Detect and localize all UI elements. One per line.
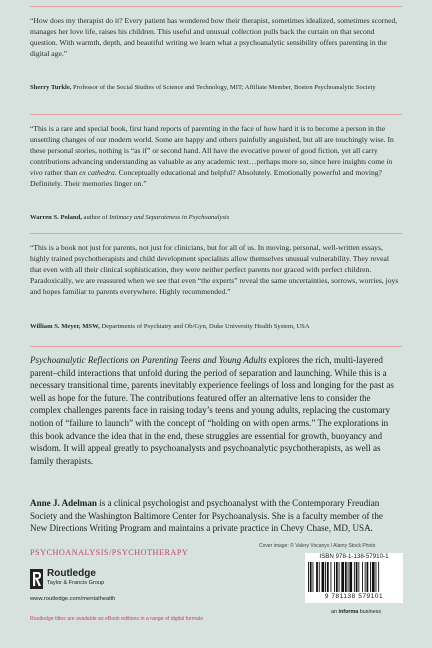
barcode-digits: 9 781138 579101 [324,593,384,600]
isbn-label: ISBN 978-1-138-57910-1 [319,553,389,560]
publisher-logo [30,569,220,609]
barcode-stripe [339,562,340,592]
barcode-stripe [362,562,363,592]
informa-brand: informa [338,609,359,615]
book-title: Psychoanalytic Reflections on Parenting Teens and Young Adults [30,355,267,365]
reviewer-name-1: Sherry Turkle, [30,84,72,91]
ebook-note: Routledge titles are available as eBook editions in a range of digital formats [30,616,204,622]
reviewer-name-2: Warren S. Poland, [30,214,82,221]
barcode-stripe [378,562,379,592]
reviewer-affiliation-3: Departments of Psychiatry and Ob/Gyn, Duke University Health System, USA [99,323,310,330]
barcode-stripe [310,562,312,592]
publisher-url: www.routledge.com/mentalhealth [30,596,116,602]
review-attribution-1 [30,83,402,92]
barcode-stripe [345,562,347,592]
divider-1 [30,114,402,115]
author-bio-text: is a clinical psychologist and psychoanalyst with the Contemporary Freudian Society and the Washington Baltimore Center for Psychoanalysis. She is a faculty member of the New Directions Writing Program and maintains a private practice in Chevy Chase, MD, USA. [30,498,383,534]
barcode-stripe [365,562,366,592]
barcode-stripe [331,562,332,592]
cover-image-credit: Cover image: © Valery Vocanyv / Alamy Stock Photo [259,543,376,549]
review-quote-2 [30,124,402,189]
barcode-stripe [327,562,329,592]
barcode-stripe [349,562,352,592]
barcode-stripe [348,562,349,592]
barcode-stripe [316,562,318,592]
barcode-stripe [322,562,325,592]
review-quote-2-italic-b: ex cathedra [79,167,115,177]
barcode-stripe [325,562,326,592]
reviewer-name-3: William S. Meyer, MSW, [30,323,100,330]
barcode-stripe [341,562,344,592]
review-quote-2-part-b: rather than [42,167,80,177]
top-divider [30,6,402,7]
barcode-stripe [372,562,375,592]
review-quote-3: “This is a book not just for parents, not just for clinicians, but for all of us. In moving, personal, well-written essays, highly trained psychotherapists and child development specialists allow themselves unusual vulnerability. They reveal that even with all their clinical sophistication, they were neither perfect parents nor graced with perfect children. Paradoxically, we are reassured when we see that even “the experts” reveal the same uncertainties, sorrows, worries, joys and hopes familiar to parents everywhere. Highly recommended.” [30,243,399,296]
barcode-stripe [336,562,338,592]
author-bio [30,497,402,535]
informa-suffix: business [358,609,382,615]
barcode-stripe [308,562,309,592]
review-quote-2-italic-a: in vivo [30,156,393,177]
review-quote-1: “How does my therapist do it? Every patient has wondered how their therapist, sometimes idealized, sometimes scorned, manages her love life, raises his children. This useful and unusual collection pulls back the curtain on that second question. With warmth, depth, and beautiful writing we learn what a psychoanalytic sensibility offers parenting in the digital age.” [30,16,398,58]
review-attribution-2 [30,213,402,222]
barcode-stripe [367,562,369,592]
barcode-stripe [376,562,377,592]
subject-category: PSYCHOANALYSIS/PSYCHOTHERAPY [30,548,189,557]
reviewer-affiliation-1: Professor of the Social Studies of Science and Technology, MIT; Affiliate Member, Boston Psychoanalytic Society [71,84,376,91]
divider-2 [30,233,402,234]
barcode-stripe [334,562,335,592]
barcode-panel [305,553,403,603]
publisher-name: Routledge [47,568,96,579]
barcode-stripe [354,562,355,592]
review-quote-2-part-c: . Conceptually educational and helpful? Absolutely. Emotionally powerful and moving? Definitely. Their memories linger on.” [30,167,382,188]
author-name: Anne J. Adelman [30,498,97,508]
barcode-stripe [313,562,314,592]
barcode-stripe [356,562,358,592]
publisher-group: Taylor & Francis Group [47,580,105,586]
reviewer-book-title-2: Intimacy and Separateness in Psychoanalysis [109,214,230,221]
divider-3 [30,346,402,347]
routledge-r-icon [30,569,43,589]
review-attribution-3 [30,322,402,331]
review-quote-2-part-a: “This is a rare and special book, first hand reports of parenting in the face of how hard it is to become a person in the unsettling changes of our modern world. Some are happy and others painfully anguished, but all are touchingly wise. In these personal stories, nothing is “as if” or second hand. All have the evocative power of good fiction, yet all carry contributions advancing understanding as valuable as any academic text…perhaps more so, since here insights come [30,124,394,166]
book-description [30,354,402,467]
barcode [308,562,400,592]
book-description-text: explores the rich, multi-layered parent–child interactions that unfold during the period of separation and launching. While this is a necessary transitional time, parents inevitably experience feelings of loss and longing for the past as well as hope for the future. The contributions featured offer an alternative lens to consider the complex challenges parents face in raising today’s teens and young adults, replacing the customary notion of “failure to launch” with the concept of “holding on with open arms.” The explorations in this book advance the idea that in the end, these struggles are essential for growth, buoyancy and wisdom. It will appeal greatly to psychoanalysts and psychoanalytic psychotherapists, as well as family therapists. [30,355,394,466]
barcode-stripe [370,562,371,592]
reviewer-affiliation-2-pre: author of [81,214,110,221]
barcode-stripe [319,562,320,592]
informa-prefix: an [331,609,339,615]
informa-mark [331,609,381,615]
barcode-stripe [358,562,359,592]
